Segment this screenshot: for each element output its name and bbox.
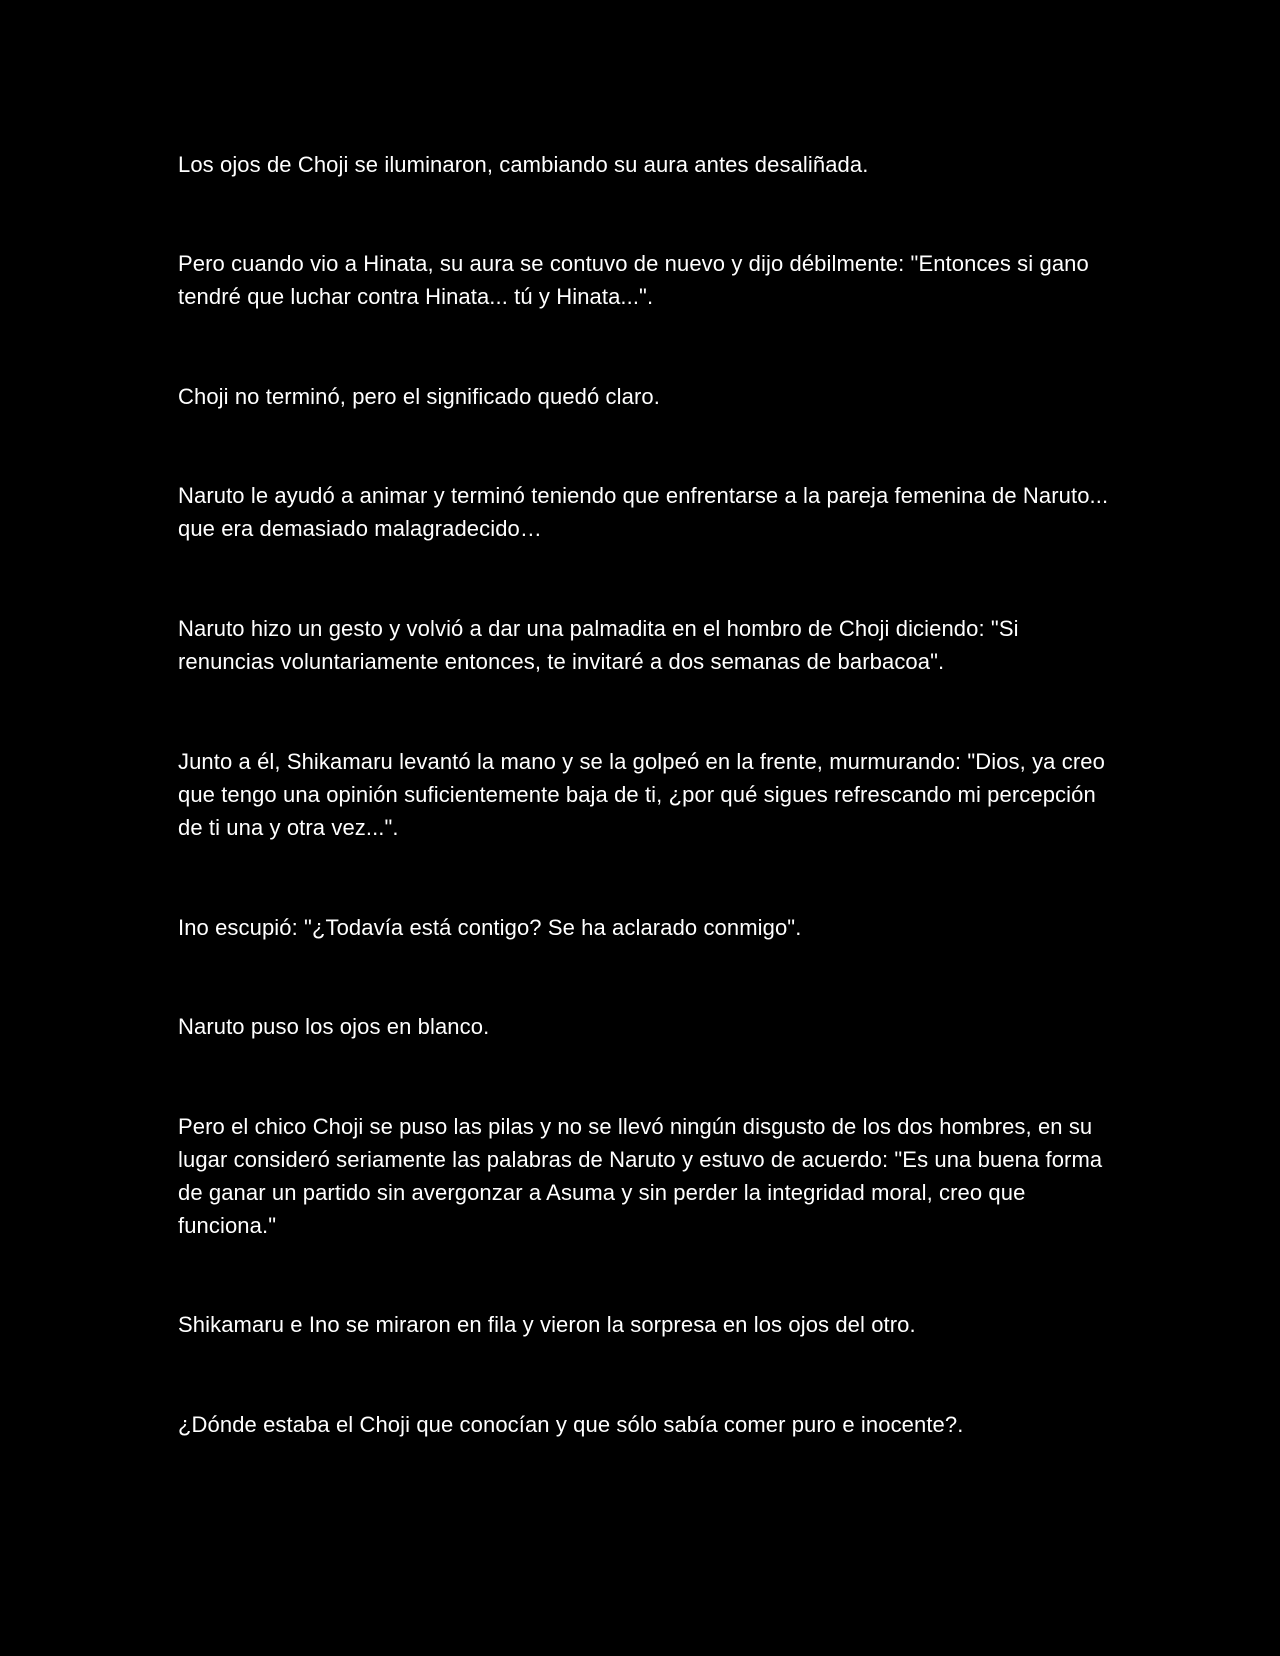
paragraph-10: Shikamaru e Ino se miraron en fila y vieron la sorpresa en los ojos del otro. (178, 1312, 916, 1337)
paragraph-9: Pero el chico Choji se puso las pilas y no se llevó ningún disgusto de los dos hombres, en su lugar consideró seriamente las palabras de Naruto y estuvo de acuerdo: "Es una buena forma de ganar un partido sin avergonzar a Asuma y sin perder la integridad moral, creo que funciona." (178, 1114, 1103, 1238)
paragraph-2: Pero cuando vio a Hinata, su aura se contuvo de nuevo y dijo débilmente: "Entonces si gano tendré que luchar contra Hinata... tú y Hinata...". (178, 251, 1089, 309)
paragraph-7: Ino escupió: "¿Todavía está contigo? Se ha aclarado conmigo". (178, 915, 802, 940)
paragraph-1: Los ojos de Choji se iluminaron, cambiando su aura antes desaliñada. (178, 152, 869, 177)
paragraph-3: Choji no terminó, pero el significado quedó claro. (178, 384, 660, 409)
paragraph-4: Naruto le ayudó a animar y terminó teniendo que enfrentarse a la pareja femenina de Naruto... que era demasiado malagradecido… (178, 483, 1109, 541)
paragraph-5: Naruto hizo un gesto y volvió a dar una palmadita en el hombro de Choji diciendo: "Si renuncias voluntariamente entonces, te invitaré a dos semanas de barbacoa". (178, 616, 1019, 674)
paragraph-8: Naruto puso los ojos en blanco. (178, 1014, 490, 1039)
paragraph-6: Junto a él, Shikamaru levantó la mano y se la golpeó en la frente, murmurando: "Dios, ya creo que tengo una opinión suficientemente baja de ti, ¿por qué sigues refrescando mi percepción de ti una y otra vez...". (178, 749, 1105, 840)
paragraph-11: ¿Dónde estaba el Choji que conocían y que sólo sabía comer puro e inocente?. (178, 1412, 964, 1437)
